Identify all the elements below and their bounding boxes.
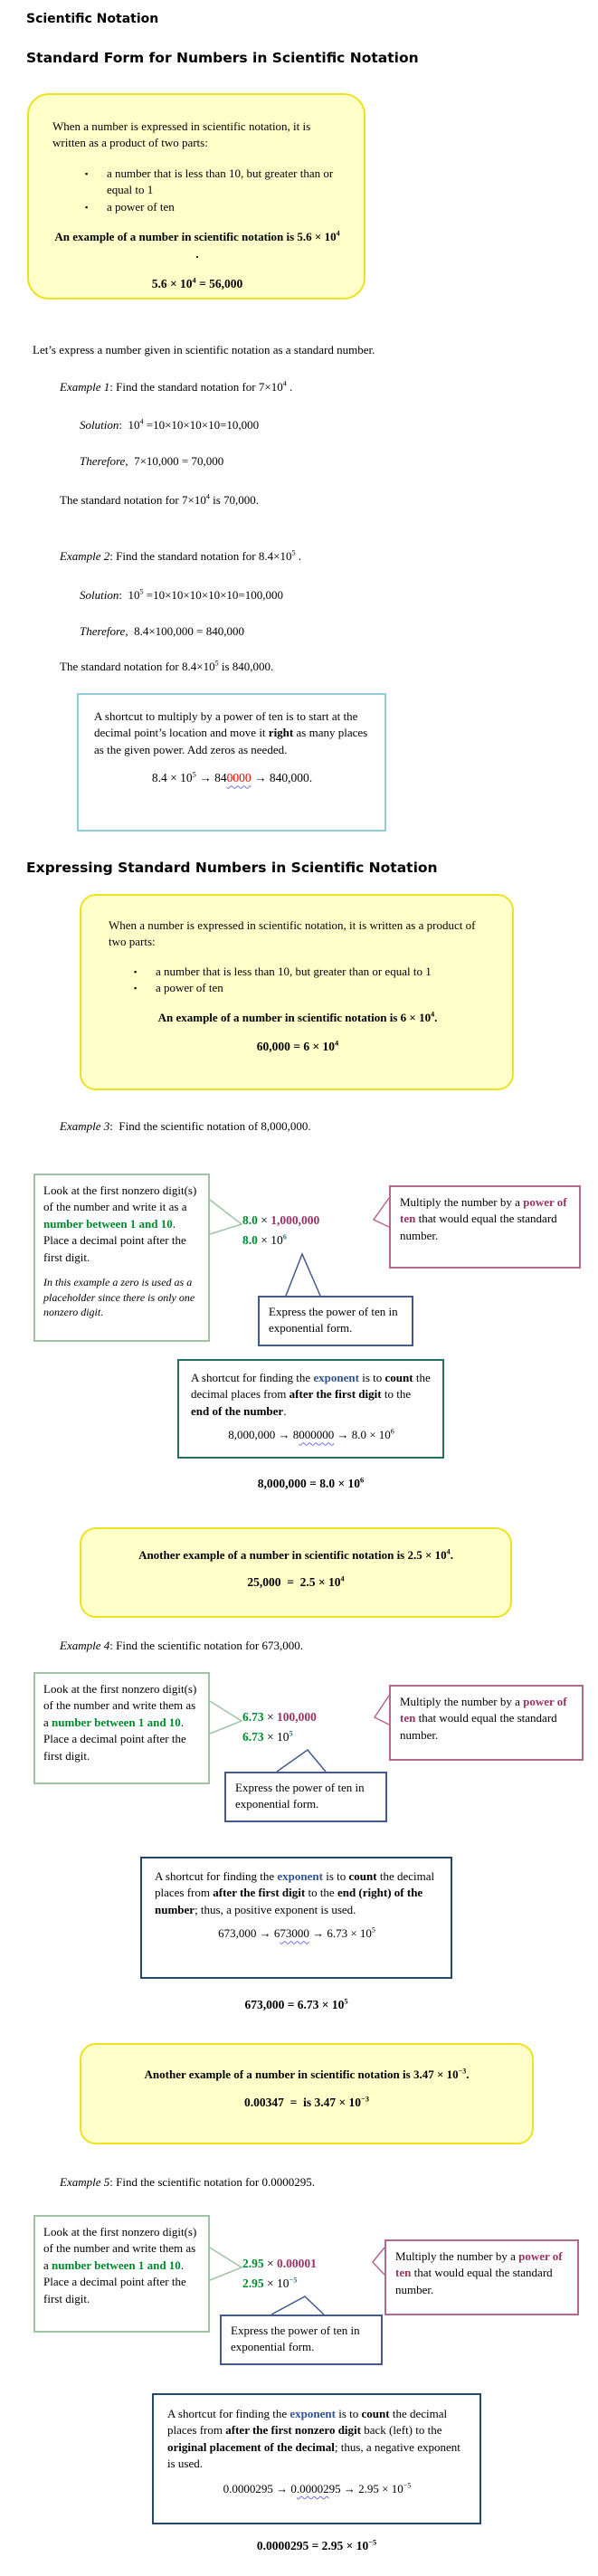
list-item-text: a number that is less than 10, but greater than or equal to 1 (156, 964, 432, 978)
intro-box-standard-form (27, 93, 365, 299)
shortcut-box-multiply (77, 693, 386, 832)
note-line: Another example of a number in scientific notation is $3.47 \times 10^{-3}$. (144, 2067, 470, 2081)
diagram-equation-1: 2.95 × 0.00001 (242, 2257, 317, 2270)
example-1-therefore: Therefore, 7×10,000 = 70,000 (80, 454, 224, 468)
note-box (80, 2043, 534, 2144)
callout-diagram-2 (0, 1665, 598, 1828)
shortcut-text: A shortcut for finding the exponent is to count the decimal places from after the first digit to the end (right) of the number; thus, a positive exponent is used. (155, 1869, 435, 1916)
callout-diagram-1 (0, 1167, 598, 1359)
callout-left-note: In this example a zero is used as a placeholder since there is only one nonzero digit. (43, 1276, 195, 1319)
diagram-equation-1: 6.73 × 100,000 (242, 1710, 317, 1724)
shortcut-text: A shortcut for finding the exponent is to count the decimal places from after the first nonzero digit back (left) to the original placement of the decimal; thus, a negative exponent is used. (167, 2407, 460, 2471)
bullet-icon: ▪ (85, 168, 89, 178)
bullet-icon: ▪ (134, 984, 138, 993)
example-1-result: The standard notation for $7\times 10^4$ is 70,000. (60, 492, 260, 507)
intro-example-equation: $60,000 = 6 \times 10^4$ (256, 1039, 339, 1054)
paragraph-lets-express: Let’s express a number given in scientific notation as a standard number. (33, 343, 375, 356)
example-2-therefore: Therefore, 8.4×100,000 = 840,000 (80, 624, 244, 638)
list-item-text: a number that is less than 10, but greater than or equal to 1 (107, 166, 334, 197)
callout-left-text: Look at the first nonzero digit(s) of the number and write them as a number between 1 and 10. Place a decimal point after the first digit. (43, 2225, 197, 2305)
result-line: $0.0000295 = 2.95 \times 10^{-5}$ (256, 2538, 377, 2552)
callout-express-text: Express the power of ten in exponential form. (235, 1781, 365, 1811)
callout-right-text: Multiply the number by a power of ten that would equal the standard number. (400, 1195, 567, 1242)
callout-express (224, 1772, 387, 1822)
shortcut-text: A shortcut for finding the exponent is to count the decimal places from after the first digit to the end of the number. (191, 1371, 431, 1418)
callout-right (389, 1185, 581, 1269)
list-item (134, 964, 487, 980)
diagram-equation-2: $6.73 \times 10^5$ (242, 1729, 293, 1744)
page-title: Scientific Notation (26, 12, 159, 26)
intro-lead: When a number is expressed in scientific notation, it is written as a product of two parts: (109, 918, 476, 949)
shortcut-equation: $673,000 \to 673000 \to 6.73 \times 10^5$ (218, 1926, 375, 1941)
example-1-prompt: Example 1: Find the standard notation for $7\times 10^4$ . (60, 379, 293, 394)
shortcut-box-exponent (152, 2393, 481, 2524)
result-line: $8,000,000 = 8.0 \times 10^6$ (257, 1476, 365, 1490)
callout-right (389, 1685, 584, 1761)
example-4-prompt: Example 4: Find the scientific notation for 673,000. (60, 1639, 303, 1652)
shortcut-equation: $0.0000295 \to 0.0000295 \to 2.95 \times 10^{-5}$ (223, 2481, 412, 2495)
callout-left (33, 1672, 210, 1784)
list-item (85, 166, 342, 199)
callout-left-text: Look at the first nonzero digit(s) of the number and write them as a number between 1 and 10. Place a decimal point after the first digit. (43, 1682, 197, 1763)
diagram-equation-2: $2.95 \times 10^{-5}$ (242, 2276, 298, 2290)
shortcut-equation: $8.4 \times 10^5 \to 840000 \to 840,000$. (151, 770, 313, 785)
intro-example-line: An example of a number in scientific notation is $6 \times 10^4$. (157, 1010, 438, 1024)
callout-express-text: Express the power of ten in exponential form. (269, 1305, 398, 1336)
callout-express (258, 1296, 413, 1346)
intro-box-expressing (80, 894, 514, 1090)
callout-left (33, 2215, 210, 2333)
list-item (85, 199, 342, 215)
callout-express-text: Express the power of ten in exponential form. (231, 2324, 360, 2354)
intro-lead: When a number is expressed in scientific notation, it is written as a product of two parts: (52, 119, 311, 150)
section-heading-expressing: Expressing Standard Numbers in Scientific Notation (26, 860, 438, 876)
example-2-prompt: Example 2: Find the standard notation for $8.4\times 10^5$ . (60, 548, 301, 563)
example-3-prompt: Example 3: Find the scientific notation of 8,000,000. (60, 1119, 311, 1133)
callout-right (384, 2239, 579, 2315)
example-2-solution: Solution: $10^5 =10\times 10\times 10\times 10\times 10=100,000$ (80, 587, 283, 602)
section-heading-standard-form: Standard Form for Numbers in Scientific Notation (26, 50, 419, 66)
callout-right-text: Multiply the number by a power of ten that would equal the standard number. (400, 1695, 567, 1742)
note-box (80, 1527, 512, 1618)
intro-example-equation: $5.6 \times 10^4 = 56,000$ (151, 276, 243, 291)
diagram-equation-2: $8.0 \times 10^6$ (242, 1232, 287, 1247)
result-line: $673,000 = 6.73 \times 10^5$ (244, 1997, 348, 2011)
example-5-prompt: Example 5: Find the scientific notation for 0.0000295. (60, 2175, 315, 2189)
callout-diagram-3 (0, 2208, 598, 2372)
shortcut-equation: $8,000,000 \to 8000000 \to 8.0 \times 10^6$ (228, 1428, 394, 1442)
bullet-icon: ▪ (134, 966, 138, 976)
bullet-icon: ▪ (85, 202, 89, 212)
diagram-equation-1: 8.0 × 1,000,000 (242, 1213, 320, 1227)
intro-example-line: An example of a number in scientific notation is $5.6 \times 10^4$ . (54, 229, 340, 261)
list-item-text: a power of ten (107, 199, 175, 214)
shortcut-box-exponent (177, 1359, 444, 1459)
callout-left (33, 1174, 210, 1342)
example-1-solution: Solution: $10^4 =10\times 10\times 10\times 10=10,000$ (80, 417, 260, 432)
shortcut-box-exponent (140, 1857, 452, 1979)
shortcut-text: A shortcut to multiply by a power of ten is to start at the decimal point’s location and move it right as many places as the given power. Add zeros as needed. (94, 709, 368, 756)
note-line: Another example of a number in scientific notation is $2.5 \times 10^4$. (138, 1547, 453, 1562)
callout-right-text: Multiply the number by a power of ten that would equal the standard number. (395, 2249, 563, 2296)
list-item-text: a power of ten (156, 981, 223, 995)
callout-left-text: Look at the first nonzero digit(s) of the number and write it as a number between 1 and 10. Place a decimal point after the first digit. (43, 1183, 197, 1264)
example-2-result: The standard notation for $8.4\times 10^5$ is 840,000. (60, 659, 274, 673)
callout-express (220, 2315, 383, 2365)
note-equation: $25,000 = 2.5 \times 10^4$ (247, 1574, 345, 1590)
list-item (134, 980, 487, 996)
note-equation: 0.00347 = is $3.47 \times 10^{-3}$ (244, 2095, 369, 2110)
